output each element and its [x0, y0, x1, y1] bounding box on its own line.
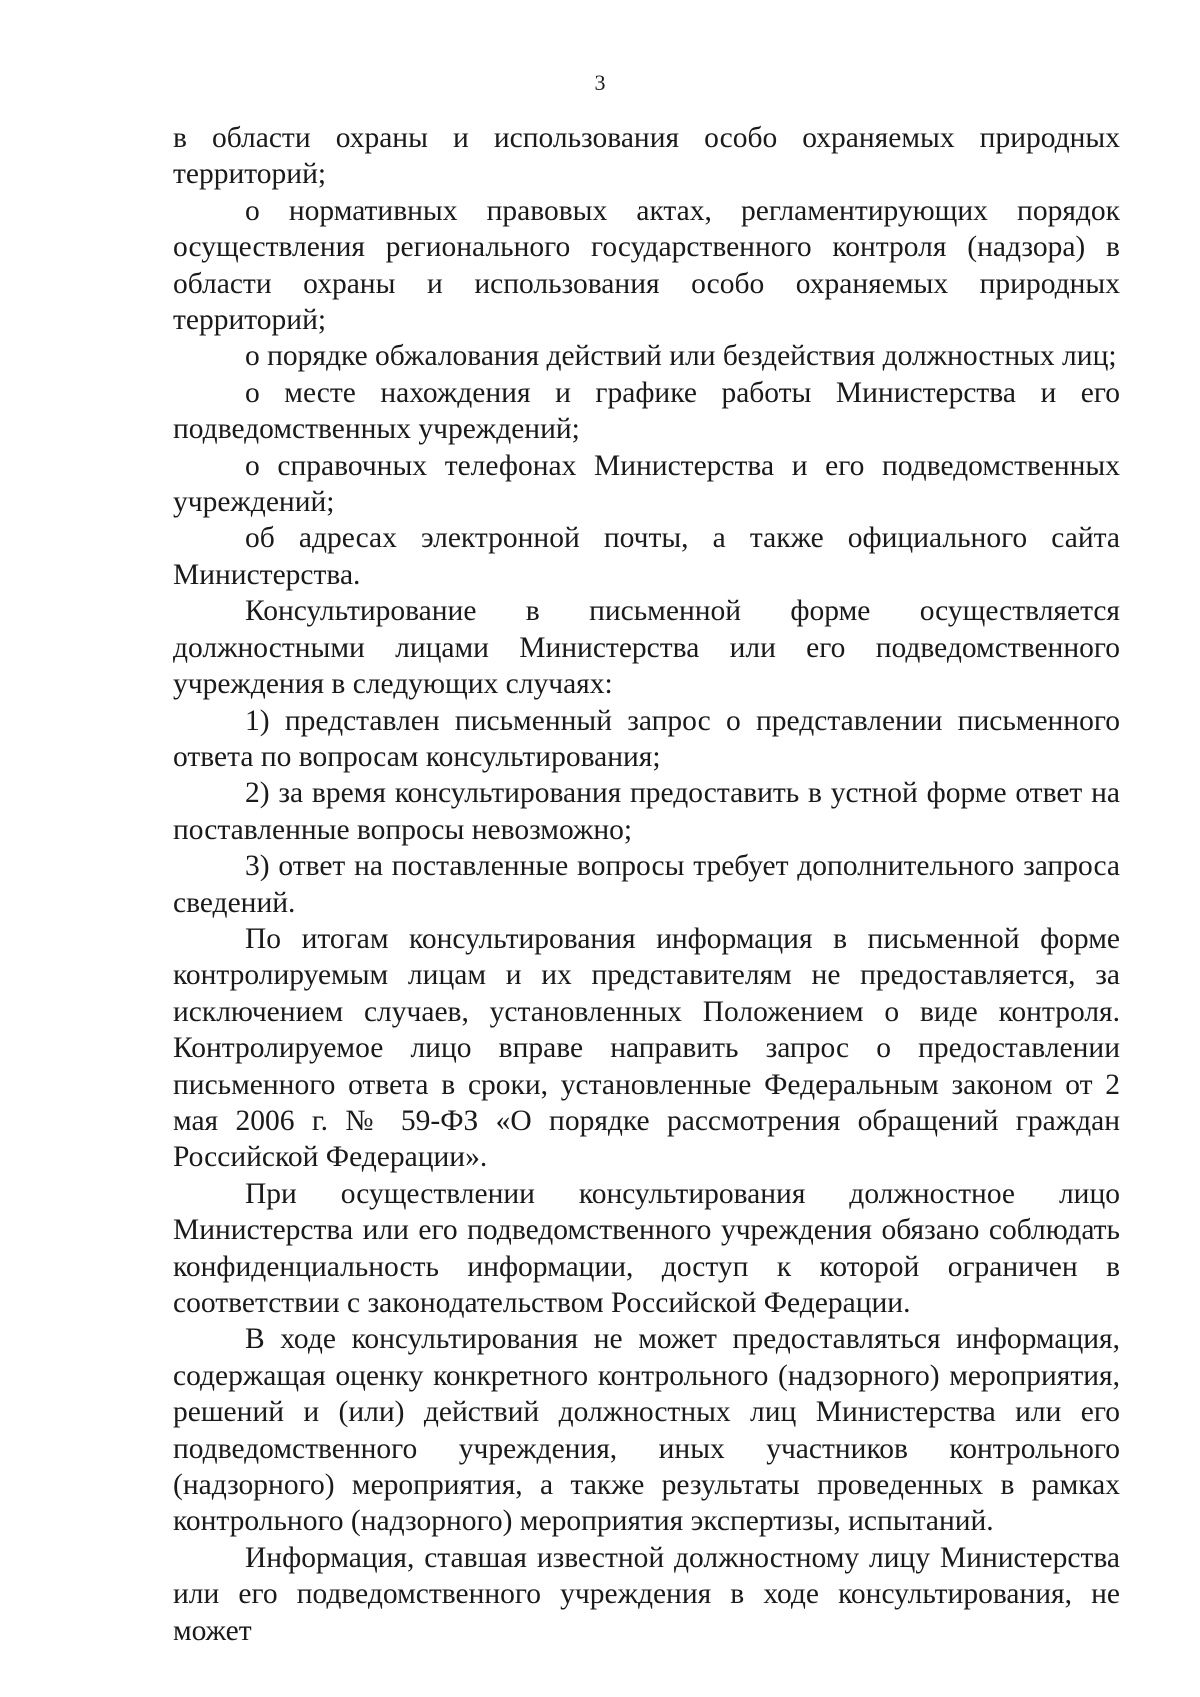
paragraph: в области охраны и использования особо охраняемых природных территорий;: [173, 122, 1120, 191]
paragraph: о справочных телефонах Министерства и его подведомственных учреждений;: [173, 449, 1120, 519]
paragraph: При осуществлении консультирования должностное лицо Министерства или его подведомственного учреждения обязано соблюдать конфиденциальность информации, доступ к которой ограничен в соответствии с законодательством Российской Федерации.: [173, 1177, 1120, 1319]
paragraph: о месте нахождения и графике работы Министерства и его подведомственных учреждений;: [173, 376, 1120, 446]
paragraph: 2) за время консультирования предоставить в устной форме ответ на поставленные вопросы невозможно;: [173, 777, 1120, 846]
paragraph: о нормативных правовых актах, регламентирующих порядок осуществления регионального государственного контроля (надзора) в области охраны и использования особо охраняемых природных территорий;: [173, 194, 1120, 337]
paragraph: По итогам консультирования информация в письменной форме контролируемым лицам и их представителям не предоставляется, за исключением случаев, установленных Положением о виде контроля. Контролируемое лицо вправе направить запрос о предоставлении письменного ответа в сроки, установленные Федеральным законом от 2 мая 2006 г. № 59-ФЗ «О порядке рассмотрения обращений граждан Российской Федерации».: [173, 922, 1120, 1174]
paragraph: об адресах электронной почты, а также официального сайта Министерства.: [173, 522, 1120, 591]
paragraph: Консультирование в письменной форме осуществляется должностными лицами Министерства или его подведомственного учреждения в следующих случаях:: [173, 595, 1120, 701]
page-number: 3: [594, 70, 606, 95]
paragraph: Информация, ставшая известной должностному лицу Министерства или его подведомственного учреждения в ходе консультирования, не может: [173, 1541, 1120, 1647]
paragraph: 1) представлен письменный запрос о представлении письменного ответа по вопросам консультирования;: [173, 704, 1120, 773]
document-body: [173, 120, 1120, 1649]
paragraph: о порядке обжалования действий или бездействия должностных лиц;: [245, 340, 1117, 373]
paragraph: В ходе консультирования не может предоставляться информация, содержащая оценку конкретного контрольного (надзорного) мероприятия, решений и (или) действий должностных лиц Министерства или его подведомственного учреждения, иных участников контрольного (надзорного) мероприятия, а также результаты проведенных в рамках контрольного (надзорного) мероприятия экспертизы, испытаний.: [173, 1323, 1120, 1538]
paragraph: 3) ответ на поставленные вопросы требует дополнительного запроса сведений.: [173, 850, 1120, 919]
